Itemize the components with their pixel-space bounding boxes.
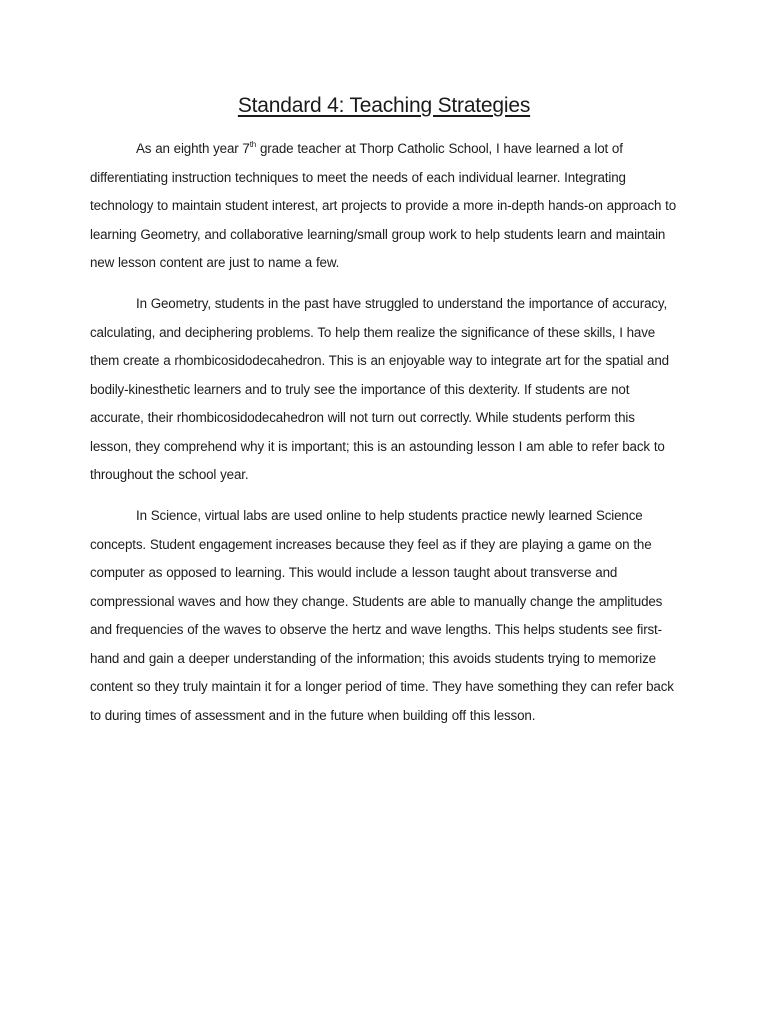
ordinal-suffix: th xyxy=(249,140,257,149)
paragraph-geometry: In Geometry, students in the past have struggled to understand the importance of accuracy, calculating, and deciphering problems. To help them realize the significance of these skills, I have them create a rhombicosidodecahedron. This is an enjoyable way to integrate art for the spatial and bodily-kinesthetic learners and to truly see the importance of this dexterity. If students are not accurate, their rhombicosidodecahedron will not turn out correctly. While students perform this lesson, they comprehend why it is important; this is an astounding lesson I am able to refer back to throughout the school year. xyxy=(90,296,669,482)
paragraph-science: In Science, virtual labs are used online to help students practice newly learned Science concepts. Student engagement increases because they feel as if they are playing a game on the computer as opposed to learning. This would include a lesson taught about transverse and compressional waves and how they change. Students are able to manually change the amplitudes and frequencies of the waves to observe the hertz and wave lengths. This helps students see first-hand and gain a deeper understanding of the information; this avoids students trying to memorize content so they truly maintain it for a longer period of time. They have something they can refer back to during times of assessment and in the future when building off this lesson. xyxy=(90,508,674,723)
paragraph-intro-rest: grade teacher at Thorp Catholic School, I have learned a lot of differentiating instruction techniques to meet the needs of each individual learner. Integrating technology to maintain student interest, art projects to provide a more in-depth hands-on approach to learning Geometry, and collaborative learning/small group work to help students learn and maintain new lesson content are just to name a few. xyxy=(90,141,677,270)
paragraph-intro-start: As an eighth year 7 xyxy=(136,141,250,156)
paragraph-intro xyxy=(90,135,680,278)
document-title: Standard 4: Teaching Strategies xyxy=(237,94,531,117)
